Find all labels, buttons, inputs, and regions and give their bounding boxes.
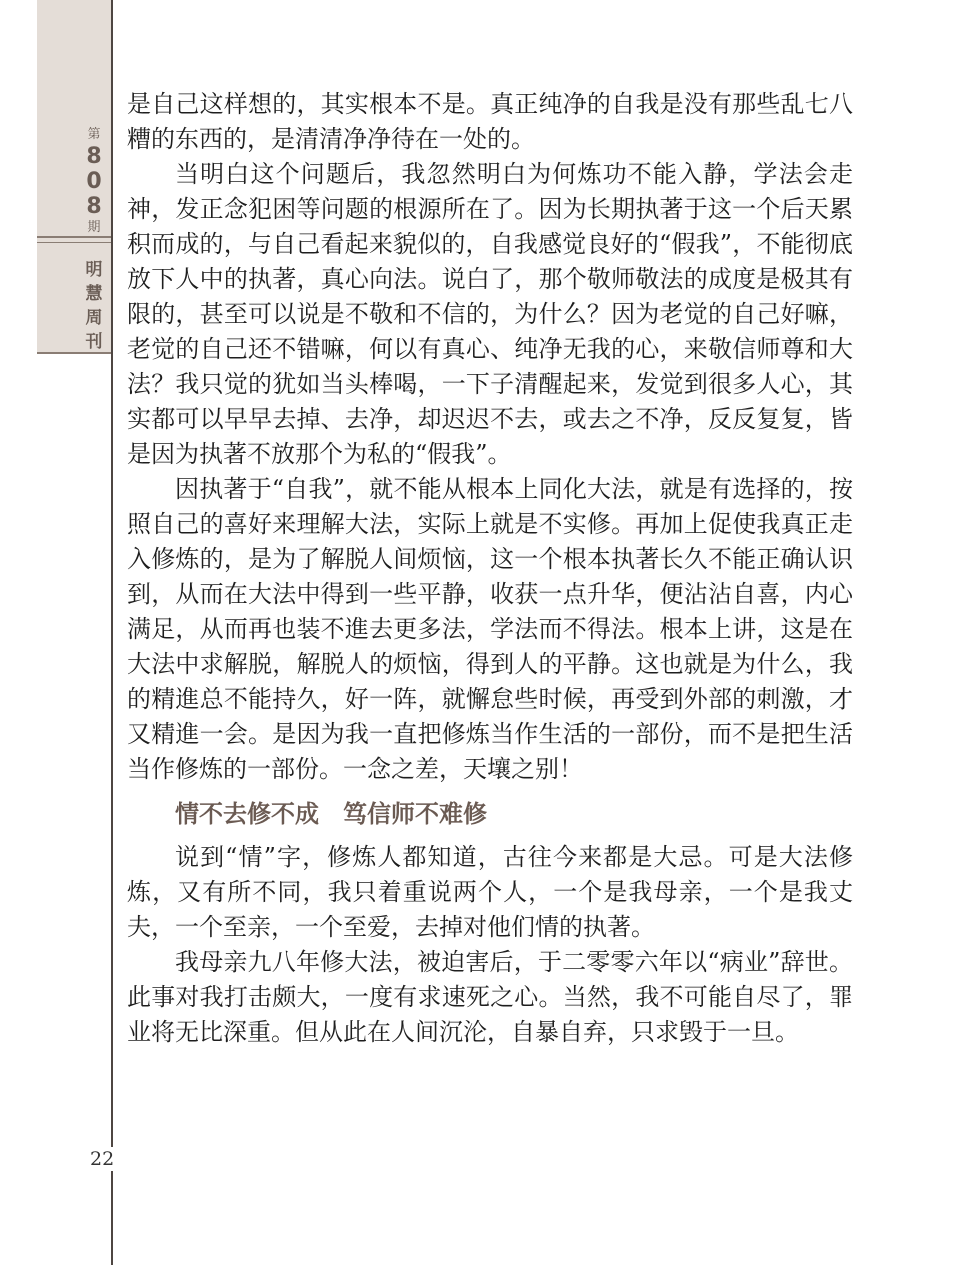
paragraph: 是自己这样想的，其实根本不是。真正纯净的自我是没有那些乱七八糟的东西的，是清清净净待在一处的。 [127,90,853,153]
paragraph: 当明白这个问题后，我忽然明白为何炼功不能入静，学法会走神，发正念犯困等问题的根源所在了。因为长期执著于这一个后天累积而成的，与自己看起来貌似的，自我感觉良好的“假我”，不能彻底放下人中的执著，真心向法。说白了，那个敬师敬法的成度是极其有限的，甚至可以说是不敬和不信的，为什么？因为老觉的自己好嘛，老觉的自己还不错嘛，何以有真心、纯净无我的心，来敬信师尊和大法？我只觉的犹如当头棒喝，一下子清醒起来，发觉到很多人心，其实都可以早早去掉、去净，却迟迟不去，或去之不净，反反复复，皆是因为执著不放那个为私的“假我”。 [127,160,853,468]
issue-number [80,126,108,237]
page-number: 22 [90,1147,124,1171]
heading-part: 笃信师不难修 [343,800,487,828]
publication-name [82,258,106,354]
paragraph: 因执著于“自我”，就不能从根本上同化大法，就是有选择的，按照自己的喜好来理解大法，实际上就是不实修。再加上促使我真正走入修炼的，是为了解脱人间烦恼，这一个根本执著长久不能正确认识到，从而在大法中得到一些平静，收获一点升华，便沾沾自喜，内心满足，从而再也装不進去更多法，学法而不得法。根本上讲，这是在大法中求解脱，解脱人的烦恼，得到人的平静。这也就是为什么，我的精進总不能持久，好一阵，就懈怠些时候，再受到外部的刺激，才又精進一会。是因为我一直把修炼当作生活的一部份，而不是把生活当作修炼的一部份。一念之差，天壤之别！ [127,475,853,783]
publication-char: 慧 [85,284,103,304]
paragraph: 说到“情”字，修炼人都知道，古往今来都是大忌。可是大法修炼，又有所不同，我只着重说两个人，一个是我母亲，一个是我丈夫，一个至亲，一个至爱，去掉对他们情的执著。 [127,843,853,941]
publication-char: 周 [85,308,103,328]
issue-digit: 8 [86,194,102,219]
section-heading [127,794,853,834]
heading-part: 情不去修不成 [175,800,319,828]
margin-rule [111,0,113,1265]
issue-prefix: 第 [87,127,101,142]
article-body [127,87,853,1050]
issue-digit: 8 [86,144,102,169]
issue-suffix: 期 [87,220,101,235]
sidebar-divider [37,236,113,243]
paragraph: 我母亲九八年修大法，被迫害后，于二零零六年以“病业”辞世。此事对我打击颇大，一度有求速死之心。当然，我不可能自尽了，罪业将无比深重。但从此在人间沉沦，自暴自弃，只求毁于一旦。 [127,948,853,1046]
issue-digit: 0 [86,169,102,194]
publication-char: 明 [85,260,103,280]
publication-char: 刊 [85,332,103,352]
